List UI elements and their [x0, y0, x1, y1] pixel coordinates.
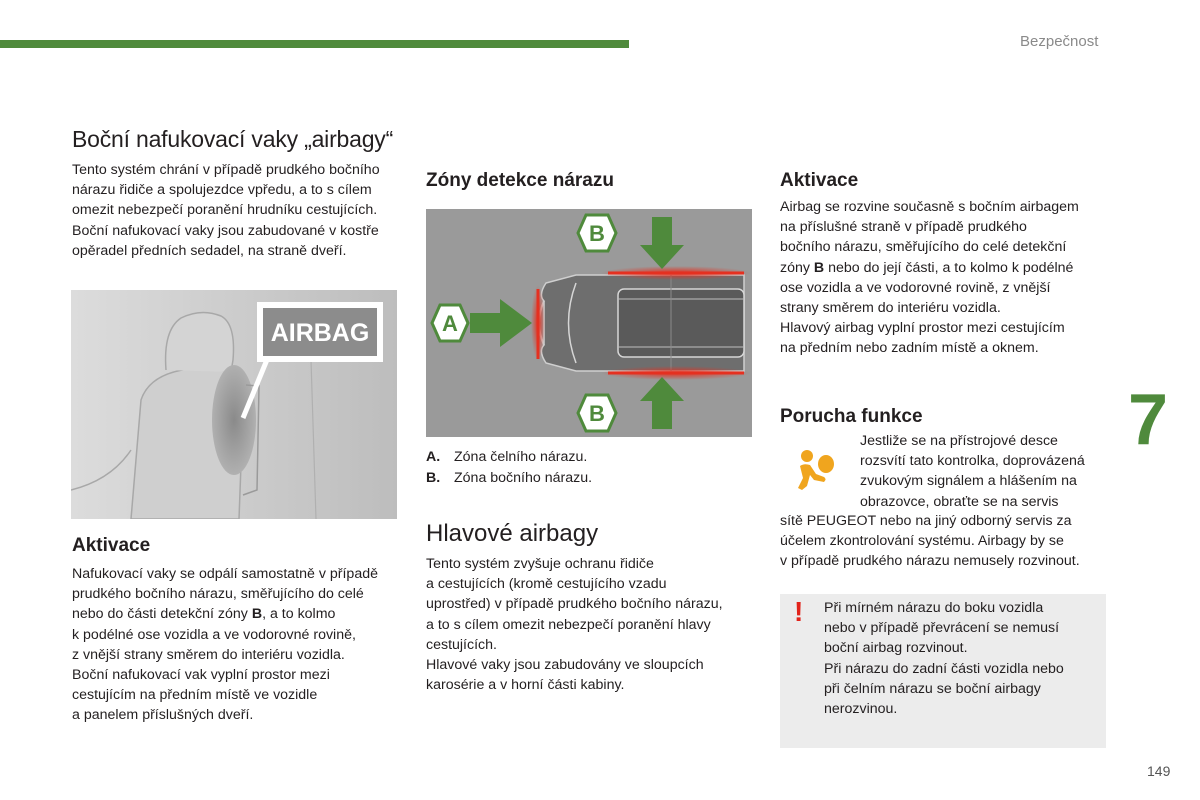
text-line: a panelem příslušných dveří. [72, 707, 254, 724]
text-line: na příslušné straně v případě prudkého [780, 219, 1027, 236]
text-line: Hlavové vaky jsou zabudovány ve sloupcích [426, 657, 704, 674]
text-line: sítě PEUGEOT nebo na jiný odborný servis za [780, 513, 1072, 529]
legend-text: Zóna bočního nárazu. [454, 470, 593, 486]
text-line: Jestliže se na přístrojové desce [860, 433, 1058, 449]
text-line: z vnější strany směrem do interiéru vozidla. [72, 646, 345, 663]
crash-zones-diagram [426, 209, 752, 437]
text-line: účelem zkontrolování systému. Airbagy by se [780, 533, 1064, 550]
text-line: bočního nárazu, směřujícího do celé detekční [780, 239, 1067, 256]
text-line: Tento systém zvyšuje ochranu řidiče [426, 556, 654, 572]
text-line: na předním nebo zadním místě a oknem. [780, 340, 1039, 357]
text-line: uprostřed) v případě prudkého bočního nárazu, [426, 596, 723, 613]
text-line: Boční nafukovací vak vyplní prostor mezi [72, 667, 330, 684]
warning-note-text [824, 598, 1094, 719]
text-line: strany směrem do interiéru vozidla. [780, 300, 1001, 317]
zone-legend [426, 447, 592, 489]
text-line: ose vozidla a ve vodorovné rovině, z vnější [780, 279, 1051, 296]
text-line: boční airbag rozvinout. [824, 640, 968, 657]
text-line: cestujících. [426, 636, 497, 653]
airbag-label: AIRBAG [270, 319, 370, 347]
zones-heading: Zóny detekce nárazu [426, 170, 614, 191]
seat-airbag-illustration [71, 290, 397, 519]
activation-paragraph-col1 [72, 564, 412, 726]
text-line: Hlavový airbag vyplní prostor mezi cestujícím [780, 320, 1065, 337]
legend-key: B. [426, 470, 441, 486]
legend-key: A. [426, 449, 441, 465]
text-line: nerozvinou. [824, 701, 898, 718]
legend-item [426, 468, 592, 489]
text-line: nárazu řidiče a spolujezdce vpředu, a to s cílem [72, 182, 372, 199]
text-line: Nafukovací vaky se odpálí samostatně v případě [72, 566, 378, 582]
text-line: Tento systém chrání v případě prudkého bočního [72, 162, 380, 178]
fault-heading: Porucha funkce [780, 406, 923, 427]
text-line: rozsvítí tato kontrolka, doprovázená [860, 453, 1085, 470]
text-line: omezit nebezpečí poranění hrudníku cestujících. [72, 202, 378, 219]
text-line: zóny B nebo do její části, a to kolmo k podélné [780, 259, 1074, 276]
legend-item [426, 447, 592, 468]
fault-paragraph [780, 511, 1120, 572]
text-line: v případě prudkého nárazu nemusely rozvinout. [780, 553, 1080, 570]
warning-note-box [780, 594, 1106, 748]
text-line: Airbag se rozvine současně s bočním airbagem [780, 199, 1079, 215]
airbag-warning-icon [790, 444, 840, 494]
text-line: karosérie a v horní části kabiny. [426, 677, 625, 694]
text-line: při čelním nárazu se boční airbagy [824, 680, 1041, 697]
exclamation-icon: ! [794, 596, 804, 627]
text-line: a to s cílem omezit nebezpečí poranění hlavy [426, 616, 711, 633]
header-bar [0, 40, 629, 48]
text-line: cestujícím na předním místě ve vozidle [72, 687, 318, 704]
text-line: Boční nafukovací vaky jsou zabudované v kostře [72, 222, 379, 239]
intro-paragraph [72, 160, 412, 261]
activation-paragraph-col3 [780, 197, 1120, 359]
text-line: k podélné ose vozidla a ve vodorovné rovině, [72, 626, 356, 643]
text-line: nebo v případě převrácení se nemusí [824, 620, 1060, 637]
chapter-number: 7 [1128, 380, 1169, 460]
activation-heading-col3: Aktivace [780, 170, 859, 191]
text-line: Při mírném nárazu do boku vozidla [824, 600, 1044, 616]
legend-text: Zóna čelního nárazu. [454, 449, 588, 465]
zone-b-label-bottom: B [589, 401, 605, 426]
page-number: 149 [1147, 763, 1171, 779]
fault-paragraph-indented [860, 431, 1130, 512]
zone-a-label: A [442, 311, 458, 336]
zone-b-label-top: B [589, 221, 605, 246]
page-title: Boční nafukovací vaky „airbagy“ [72, 126, 394, 152]
text-line: nebo do části detekční zóny B, a to kolmo [72, 606, 336, 623]
text-line: prudkého bočního nárazu, směřujícího do celé [72, 586, 364, 603]
section-title: Bezpečnost [1020, 33, 1099, 50]
text-line: Při nárazu do zadní části vozidla nebo [824, 660, 1064, 677]
activation-heading-col1: Aktivace [72, 535, 151, 556]
head-airbags-heading: Hlavové airbagy [426, 520, 599, 547]
text-line: a cestujících (kromě cestujícího vzadu [426, 576, 667, 593]
text-line: obrazovce, obraťte se na servis [860, 493, 1059, 510]
text-line: zvukovým signálem a hlášením na [860, 473, 1077, 490]
text-line: opěradel předních sedadel, na straně dveří. [72, 242, 347, 259]
head-airbags-paragraph [426, 554, 766, 695]
